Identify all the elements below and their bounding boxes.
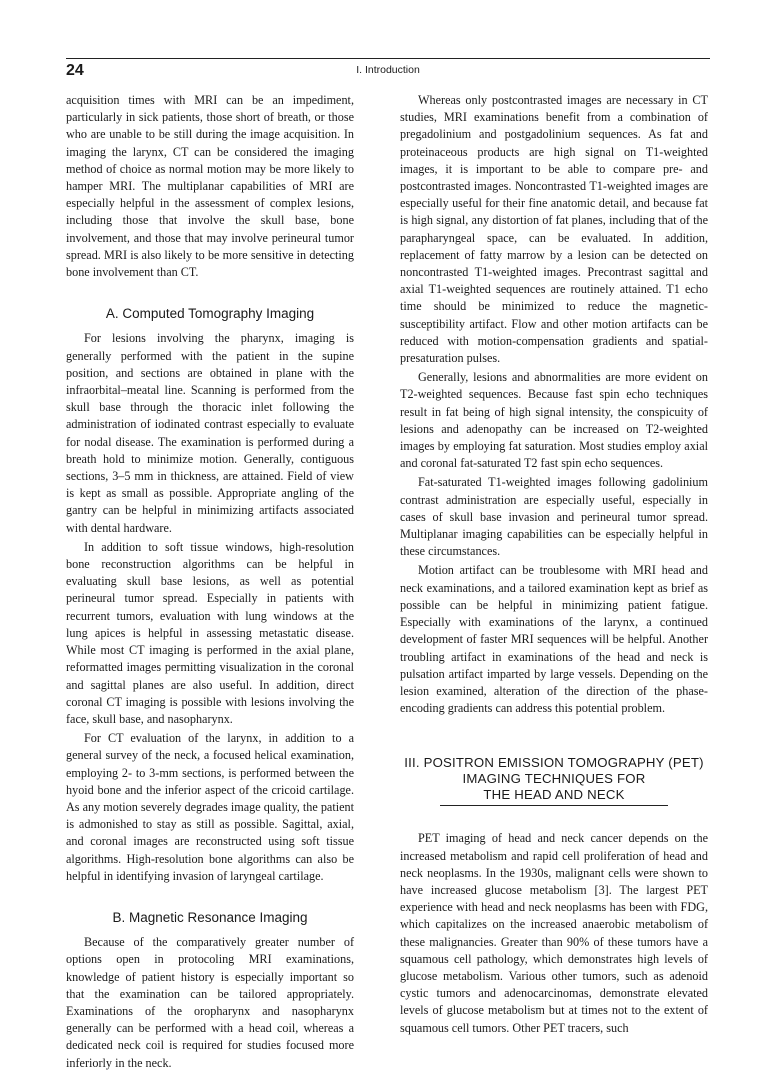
paragraph: For CT evaluation of the larynx, in addition to a general survey of the neck, a focused helical examination, employing 2- to 3-mm sections, is performed between the hyoid bone and the inferior aspect of the cricoid cartilage. As any motion severely degrades image quality, the patient is admonished to stay as still as possible. Sagittal, axial, and coronal images are reconstructed using soft tissue algorithms. High-resolution bone algorithms can also be helpful in identifying invasion of laryngeal cartilage. — [66, 731, 354, 883]
paragraph: PET imaging of head and neck cancer depends on the increased metabolism and rapid cell proliferation of head and neck neoplasms. In the 1930s, malignant cells were shown to have increased glucose metabolism [3]. The largest PET experience with head and neck neoplasms has been with FDG, which capitalizes on the increased anaerobic metabolism of these malignancies. Greater than 90% of these tumors have a squamous cell pathology, which demonstrates high levels of glucose metabolism. Various other tumors, such as adenoid cystic tumors and adenocarcinomas, demonstrate elevated levels of glucose metabolism but at times not to the extent of squamous cell tumors. Other PET tracers, such — [400, 831, 708, 1035]
left-column — [66, 92, 354, 1072]
header-rule — [126, 58, 710, 59]
page-header — [66, 58, 710, 80]
section-heading-line: THE HEAD AND NECK — [483, 787, 625, 803]
section-heading-line: III. POSITRON EMISSION TOMOGRAPHY (PET) — [404, 755, 704, 771]
header-rule — [66, 58, 126, 59]
paragraph: Because of the comparatively greater number of options open in protocoling MRI examinations, knowledge of patient history is especially important so that the examination can be tailored appropriately. Examinations of the oropharynx and nasopharynx generally can be performed with a head coil, whereas a dedicated neck coil is required for studies focused more inferiorly in the neck. — [66, 935, 354, 1070]
subsection-heading-mri: B. Magnetic Resonance Imaging — [112, 909, 308, 925]
paragraph: In addition to soft tissue windows, high-resolution bone reconstruction algorithms can be helpful in evaluating skull base lesions, as well as potential perineural tumor spread. Especially in patients with recurrent tumors, evaluation with lung windows at the lung apices is helpful in assessing metastatic disease. While most CT imaging is performed in the axial plane, reformatted images permitting visualization in the coronal and sagittal planes are also useful. In addition, direct coronal CT imaging is possible with lesions involving the face, skull base, and nasopharynx. — [66, 539, 354, 726]
right-column — [400, 92, 708, 1037]
subsection-heading-ct: A. Computed Tomography Imaging — [105, 306, 315, 322]
page-number: 24 — [66, 62, 84, 79]
section-heading-rule — [440, 805, 668, 806]
running-head: I. Introduction — [356, 64, 420, 76]
paragraph: For lesions involving the pharynx, imaging is generally performed with the patient in the supine position, and sections are obtained in plane with the infraorbital–meatal line. Scanning is performed from the skull base through the thoracic inlet following the administration of iodinated contrast especially to evaluate for nodal disease. The examination is performed during a breath hold to minimize motion. Generally, contiguous sections, 3–5 mm in thickness, are attained. Field of view is kept as small as possible. Appropriate angling of the gantry can be helpful in minimizing artifacts associated with dental hardware. — [66, 331, 354, 535]
paragraph: Fat-saturated T1-weighted images following gadolinium contrast administration are especially useful, especially in cases of skull base invasion and perineural tumor spread. Multiplanar imaging capabilities can be especially helpful in these circumstances. — [400, 475, 708, 559]
paragraph: acquisition times with MRI can be an impediment, particularly in sick patients, those short of breath, or those who are unable to be still during the image acquisition. In imaging the larynx, CT can be considered the imaging method of choice as normal motion may be more likely to hamper MRI. The multiplanar capabilities of MRI are especially helpful in the assessment of complex lesions, including those that involve the skull base, bone involvement, and those that may involve perineural tumor spread. MRI is also likely to be more sensitive in detecting bone involvement than CT. — [66, 93, 354, 280]
paragraph: Whereas only postcontrasted images are necessary in CT studies, MRI examinations benefit from a combination of pregadolinium and postgadolinium sequences. As fat and proteinaceous products are high signal on T1-weighted images, it is important to be able to compare pre- and postcontrasted images. Noncontrasted T1-weighted images are especially useful for their fine anatomic detail, and because fat is high signal, any distortion of fat planes, including that of the parapharyngeal space, can be evaluated. In addition, replacement of fatty marrow by a lesion can be detected on noncontrasted T1-weighted images. Precontrast sagittal and axial T1-weighted sequences are routinely attained. T1 echo time should be minimized to reduce the magnetic-susceptibility artifact. Flow and other motion artifacts can be reduced with motion-compensation gradients and spatial-presaturation pulses. — [400, 93, 708, 366]
paragraph: Generally, lesions and abnormalities are more evident on T2-weighted sequences. Because fast spin echo techniques result in fat being of high signal intensity, the conspicuity of lesions and adenopathy can be increased on T2-weighted images by employing fat saturation. Most studies employ axial and coronal fat-saturated T2 fast spin echo sequences. — [400, 370, 708, 471]
paragraph: Motion artifact can be troublesome with MRI head and neck examinations, and a tailored examination kept as brief as possible can be helpful in minimizing patient fatigue. Especially with examinations of the larynx, a continued development of faster MRI sequences will be helpful. Another troubling artifact in examinations of the head and neck is pulsation artifact imparted by large vessels. Depending on the lesion examined, alteration of the direction of the phase-encoding gradients can address this potential problem. — [400, 563, 708, 716]
section-heading-line: IMAGING TECHNIQUES FOR — [462, 771, 646, 787]
section-heading-pet — [400, 755, 708, 806]
